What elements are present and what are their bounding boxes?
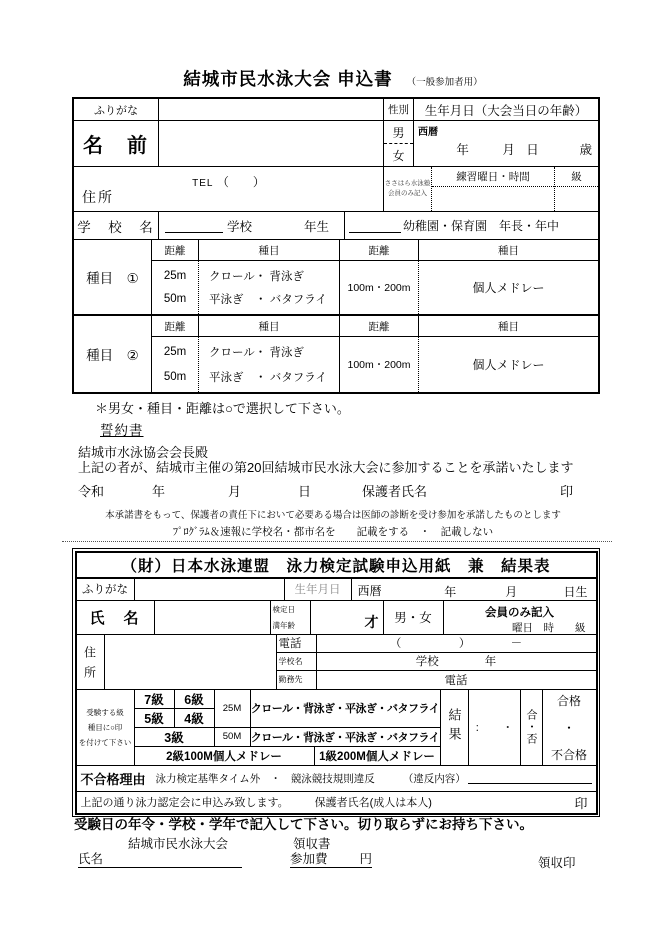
form2-row-name <box>77 601 596 635</box>
school-name-label: 学校名 <box>277 653 317 670</box>
name-label: 氏 名 <box>77 601 155 634</box>
form1-row-name <box>74 121 598 167</box>
grade-instruction-line1: 受験する級 <box>86 707 124 717</box>
school-year-label: 年生 <box>304 219 330 234</box>
stroke-options-50m[interactable]: クロール・背泳ぎ・平泳ぎ・バタフライ <box>250 731 440 744</box>
guardian-name-label: 保護者氏名 <box>362 484 428 499</box>
address-label: 住所 <box>82 189 114 205</box>
cut-separator-line <box>62 541 612 542</box>
member-only-cell <box>444 601 596 634</box>
unit-month: 月 <box>502 143 515 157</box>
workplace-label: 勤務先 <box>277 671 317 689</box>
form1-table <box>72 97 600 394</box>
name-input[interactable] <box>159 121 384 166</box>
fail-reason-rule-option[interactable]: 競泳競技規則違反 <box>290 772 375 785</box>
violation-content-label: （違反内容） <box>402 772 466 785</box>
event1-header-row <box>152 240 598 261</box>
application-statement: 上記の通り泳力認定会に申込み致します。 <box>80 797 289 809</box>
form1-title-row <box>0 66 666 91</box>
unit-month: 月 <box>505 584 518 599</box>
pledge-title: 誓約書 <box>100 423 144 438</box>
era-label: 西暦 <box>418 127 438 138</box>
tel-input[interactable]: （ ） － <box>389 638 523 650</box>
birthdate-header: 生年月日（大会当日の年齢） <box>424 103 588 118</box>
distance-25m-label: 25M <box>215 690 251 727</box>
event1-label: 種目 ① <box>74 240 152 314</box>
class-column <box>555 167 598 211</box>
result-time-input[interactable]: ： ・ <box>469 690 521 765</box>
juku-member-note <box>384 167 432 211</box>
grade-instruction-line3: を付けて下さい <box>78 737 132 747</box>
receipt-name-label: 氏名 <box>78 852 104 866</box>
fail-reason-separator: ・ <box>270 772 281 785</box>
member-detail-units: 曜日 時 級 <box>512 621 586 634</box>
form2-address-block <box>77 635 596 690</box>
birthdate-label: 生年月日 <box>285 579 352 600</box>
grade-rows-2-1 <box>135 747 440 765</box>
grade-selection-block <box>77 690 596 766</box>
event1-body-row <box>152 261 598 314</box>
sex-male-option[interactable]: 男 <box>384 121 413 144</box>
grade-3-option[interactable]: 3級 <box>135 728 215 746</box>
circle-selection-note: ＊男女・種目・距離は○で選択して下さい。 <box>95 401 350 416</box>
address-input[interactable] <box>105 635 277 689</box>
seal-label: 印 <box>574 795 588 811</box>
tel-row <box>277 635 596 653</box>
kindergarten-label: 幼稚園・保育園 年長・年中 <box>403 219 560 233</box>
age-input[interactable] <box>311 601 384 634</box>
result-label: 結果 <box>441 690 469 765</box>
stroke-options-line1[interactable]: クロール・ 背泳ぎ <box>209 270 304 283</box>
receipt-fee-label: 参加費 <box>290 852 328 866</box>
sex-select-option[interactable]: 男・女 <box>384 601 444 634</box>
form1-title: 結城市民水泳大会 申込書 <box>183 69 393 89</box>
date-day-label: 日 <box>298 484 312 499</box>
school-row <box>277 653 596 671</box>
tel-label: TEL <box>192 178 214 189</box>
form2-title: （財）日本水泳連盟 泳力検定試験申込用紙 兼 結果表 <box>77 553 596 579</box>
grade-6-option[interactable]: 6級 <box>184 692 204 707</box>
violation-content-input[interactable] <box>468 772 592 784</box>
school-name-label: 学 校 名 <box>74 212 159 239</box>
event1-grid <box>152 240 598 314</box>
consent-note: 本承諾書をもって、保護者の責任下において必要ある場合は医師の診断を受け参加を承諾したものとします <box>105 510 561 521</box>
practice-column <box>432 167 555 211</box>
pass-fail-options <box>543 690 596 765</box>
medley-option[interactable]: 個人メドレー <box>472 281 545 295</box>
sex-header: 性別 <box>384 99 414 120</box>
juku-note-line1: ささはら水泳塾 <box>384 179 431 187</box>
date-month-label: 月 <box>228 484 242 499</box>
pledge-addressee: 結城市水泳協会会長殿 <box>78 445 209 460</box>
form2-table <box>75 551 598 815</box>
school-input[interactable]: 学校 年 <box>415 656 497 668</box>
fill-in-instruction-note: 受験日の年令・学校・学年で記入して下さい。切り取らずにお持ち下さい。 <box>74 817 533 832</box>
event2-distances <box>152 337 199 392</box>
pass-option[interactable]: 合格 <box>556 693 581 708</box>
stroke-header-2: 種目 <box>498 320 519 333</box>
receipt-name-input[interactable] <box>78 850 242 868</box>
age-unit-label: 才 <box>364 613 379 630</box>
form1-row-address <box>74 167 598 212</box>
application-statement-row <box>77 792 596 813</box>
stroke-header: 種目 <box>199 240 340 260</box>
fail-reason-label: 不合格理由 <box>80 771 146 787</box>
distance-header-2: 距離 <box>340 316 419 336</box>
stroke-header-2: 種目 <box>498 244 519 257</box>
tel-label: 電話 <box>277 635 317 652</box>
stroke-options-25m[interactable]: クロール・背泳ぎ・平泳ぎ・バタフライ <box>250 703 440 715</box>
medley-option[interactable]: 個人メドレー <box>472 358 545 372</box>
date-year-label: 年 <box>152 484 166 499</box>
tel-line <box>74 173 383 190</box>
unit-age: 歳 <box>579 143 592 157</box>
stroke-options-line2[interactable]: 平泳ぎ ・ バタフライ <box>209 371 327 384</box>
stroke-options-line1[interactable]: クロール・ 背泳ぎ <box>209 347 304 360</box>
exam-date-label: 検定日 <box>272 604 295 614</box>
address-contact-rows <box>277 635 596 689</box>
pass-fail-label: 合・否 <box>521 690 543 765</box>
school-cell <box>159 212 345 239</box>
unit-day: 日 <box>526 143 539 157</box>
event1-block <box>74 240 598 316</box>
event2-grid <box>152 316 598 392</box>
stroke-options-line2[interactable]: 平泳ぎ ・ バタフライ <box>209 294 327 307</box>
workplace-tel-input[interactable]: 電話 <box>444 674 468 687</box>
form2-outer-border <box>72 548 600 817</box>
grade-grid <box>135 690 441 765</box>
exam-date-age-labels <box>271 601 311 634</box>
grade-2-option[interactable]: 2級100M個人メドレー <box>135 747 315 765</box>
address-label: 住所 <box>77 635 105 689</box>
school-suffix: 学校 <box>227 219 253 234</box>
name-input[interactable] <box>155 601 271 634</box>
address-input[interactable] <box>74 167 384 211</box>
medley-distance-option[interactable]: 100m・200m <box>340 337 419 392</box>
furigana-input[interactable] <box>135 579 285 600</box>
fail-reason-time-option[interactable]: 泳力検定基準タイム外 <box>155 772 261 785</box>
event2-body-row <box>152 337 598 392</box>
grade-number-cells <box>135 690 215 727</box>
stroke-header: 種目 <box>199 316 340 336</box>
tel-paren: （ ） <box>216 175 265 189</box>
seal-label: 印 <box>560 484 574 499</box>
grade-row-3 <box>135 728 440 747</box>
receipt-seal-label: 領収印 <box>538 856 576 870</box>
receipt-title: 領収書 <box>293 837 331 851</box>
furigana-label: ふりがな <box>77 579 135 600</box>
form1-row-school <box>74 212 598 240</box>
pass-fail-dot: ・ <box>562 720 575 735</box>
distance-50m-option[interactable]: 50m <box>163 370 187 383</box>
distance-header: 距離 <box>152 240 199 260</box>
form1-row-furigana <box>74 99 598 121</box>
kindergarten-blank[interactable] <box>349 219 401 233</box>
unit-year: 年 <box>444 584 457 599</box>
date-era-label: 令和 <box>78 484 105 499</box>
event2-block <box>74 316 598 392</box>
guardian-name-label: 保護者氏名(成人は本人) <box>314 797 432 809</box>
event2-strokes <box>199 337 340 392</box>
fail-reason-row <box>77 766 596 792</box>
sex-select <box>384 121 414 166</box>
event2-label: 種目 ② <box>74 316 152 392</box>
receipt-event-name: 結城市民水泳大会 <box>128 837 229 851</box>
form1-title-note: （一般参加者用） <box>406 77 483 88</box>
grade-1-option[interactable]: 1級200M個人メドレー <box>319 750 435 763</box>
unit-day: 日生 <box>563 584 588 599</box>
member-only-note: 会員のみ記入 <box>485 606 554 619</box>
name-label: 名 前 <box>74 121 159 166</box>
juku-note-line2: 会員のみ記入 <box>388 190 427 197</box>
event1-strokes <box>199 261 340 314</box>
medley-distance-option[interactable]: 100m・200m <box>340 261 419 314</box>
furigana-label: ふりがな <box>74 99 159 120</box>
grade-instruction <box>77 690 135 765</box>
grade-5-option[interactable]: 5級 <box>135 709 175 727</box>
distance-50m-label: 50M <box>215 728 251 746</box>
grade-instruction-line2: 種目に○印 <box>87 722 123 732</box>
fail-option[interactable]: 不合格 <box>550 747 587 762</box>
pledge-body: 上記の者が、結城市主催の第20回結城市民水泳大会に参加することを承諾いたします <box>78 460 574 475</box>
kindergarten-cell <box>345 212 598 239</box>
practice-input[interactable] <box>432 187 554 211</box>
class-header: 級 <box>555 167 598 187</box>
school-name-blank[interactable] <box>165 219 223 233</box>
class-input[interactable] <box>555 187 598 211</box>
grade-4-option[interactable]: 4級 <box>184 711 204 726</box>
distance-header: 距離 <box>152 316 199 336</box>
furigana-input[interactable] <box>159 99 384 120</box>
receipt-yen-label: 円 <box>359 852 372 866</box>
event2-header-row <box>152 316 598 337</box>
distance-25m-option[interactable]: 25m <box>163 269 187 282</box>
receipt-fee-input[interactable] <box>290 850 372 868</box>
publish-choice-note: ﾌﾟﾛｸﾞﾗﾑ＆速報に学校名・都市名を 記載をする ・ 記載しない <box>172 526 494 538</box>
era-label: 西暦 <box>357 583 382 598</box>
birthdate-cell[interactable] <box>352 579 596 600</box>
practice-header: 練習曜日・時間 <box>432 167 554 187</box>
grade-7-option[interactable]: 7級 <box>135 690 175 708</box>
grade-rows-7-to-4 <box>135 690 440 728</box>
birthdate-cell[interactable] <box>414 121 598 166</box>
distance-header-2: 距離 <box>340 240 419 260</box>
form2-row-furigana <box>77 579 596 601</box>
age-label: 満年齢 <box>272 620 295 630</box>
event1-distances <box>152 261 199 314</box>
distance-50m-option[interactable]: 50m <box>163 293 187 306</box>
workplace-row <box>277 671 596 689</box>
sex-female-option[interactable]: 女 <box>392 148 405 163</box>
distance-25m-option[interactable]: 25m <box>163 346 187 359</box>
unit-year: 年 <box>456 143 469 157</box>
